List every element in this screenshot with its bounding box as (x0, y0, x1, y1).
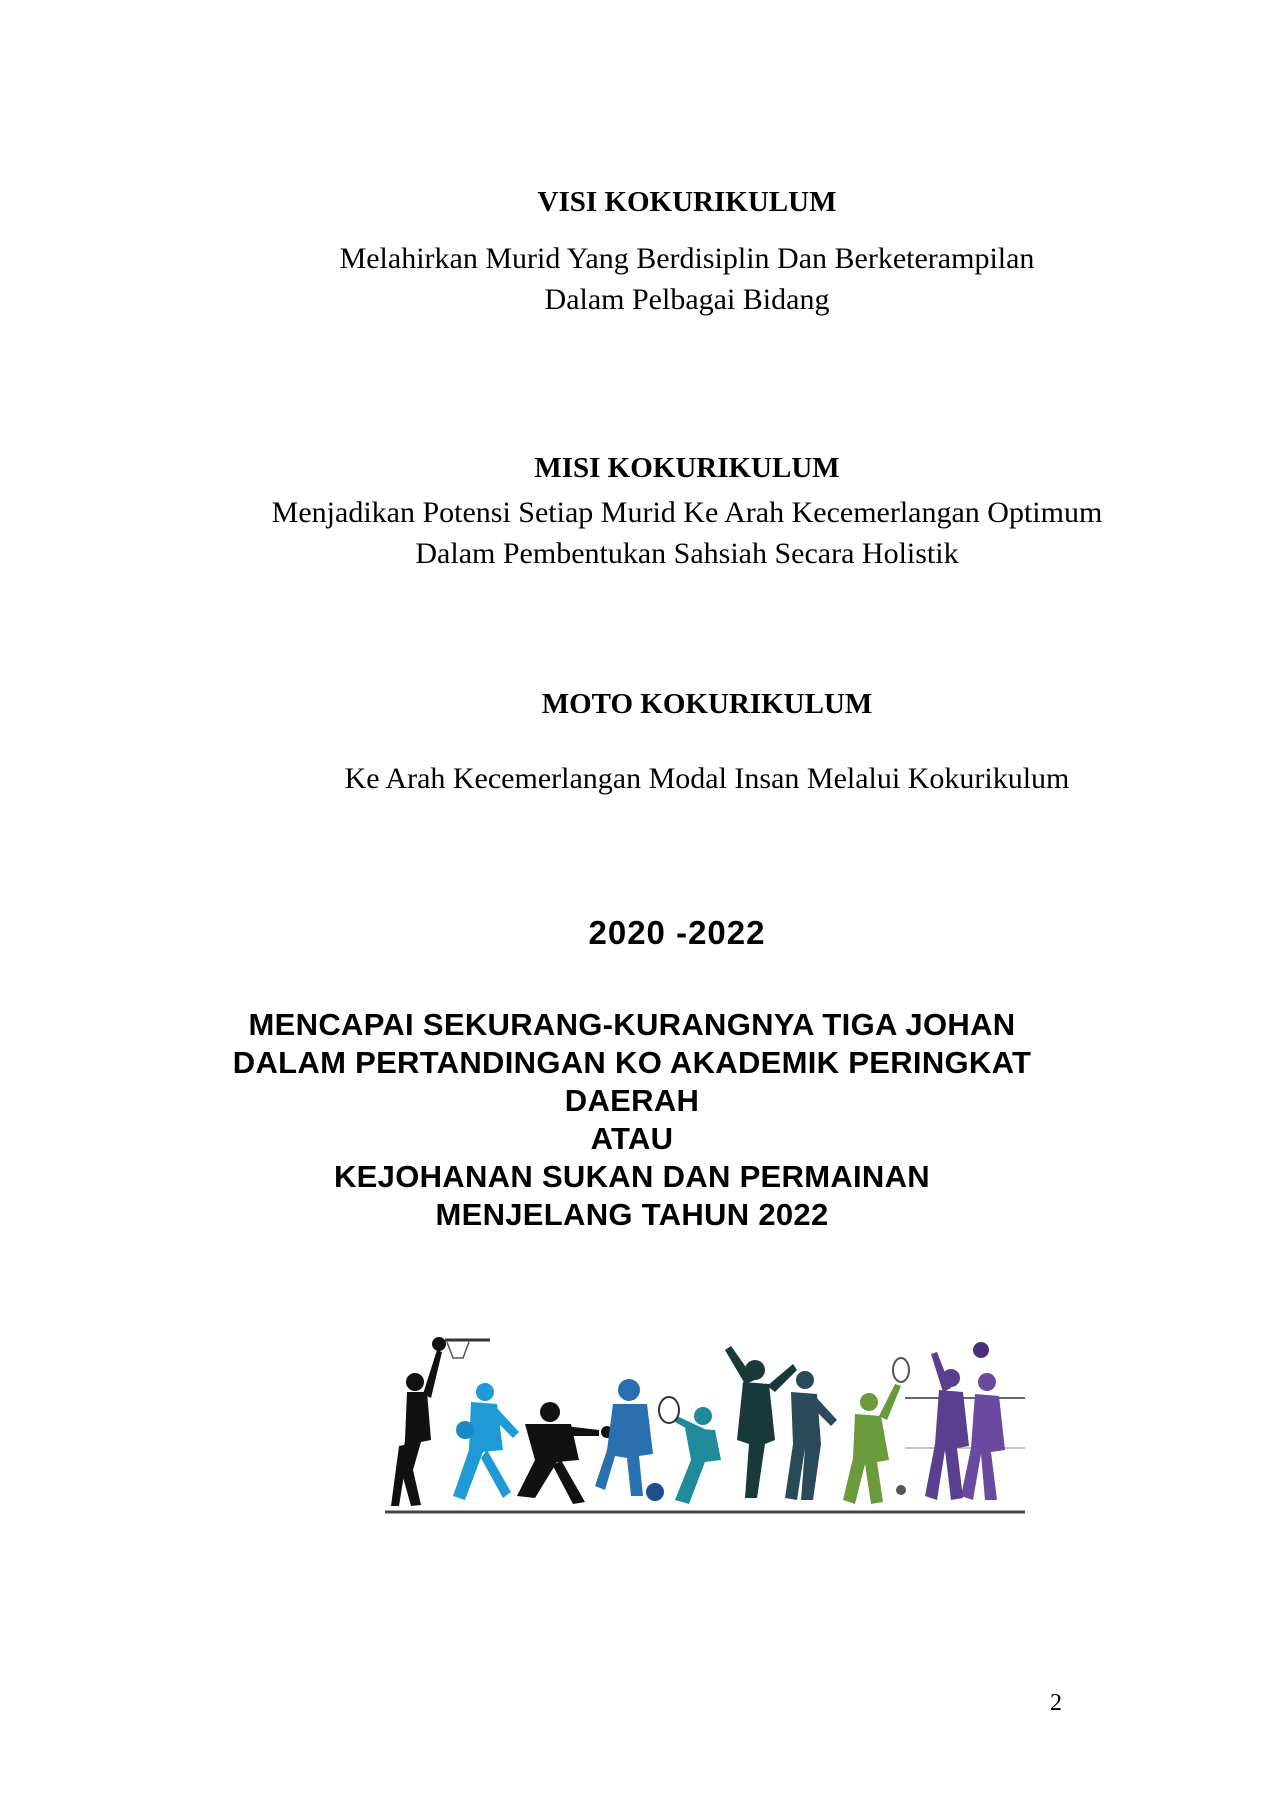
visi-title: VISI KOKURIKULUM (537, 186, 837, 218)
table-tennis-player-icon (517, 1402, 613, 1504)
page-number: 2 (1050, 1690, 1062, 1716)
misi-line-2: Dalam Pembentukan Sahsiah Secara Holistik (415, 537, 959, 570)
target-line-1: MENCAPAI SEKURANG-KURANGNYA TIGA JOHAN (248, 1007, 1016, 1042)
visi-statement (52, 238, 1270, 320)
basketball-player-icon (391, 1350, 442, 1506)
jumping-player-icon (725, 1346, 797, 1498)
misi-title: MISI KOKURIKULUM (534, 452, 840, 484)
misi-statement (52, 492, 1270, 574)
moto-statement: Ke Arah Kecemerlangan Modal Insan Melalui Kokurikulum (344, 762, 1070, 795)
moto-title: MOTO KOKURIKULUM (541, 688, 873, 720)
target-years: 2020 -2022 (588, 914, 766, 951)
target-line-3: DAERAH (564, 1083, 700, 1118)
target-line-4: ATAU (590, 1121, 674, 1156)
running-player-icon (785, 1371, 837, 1500)
visi-line-2: Dalam Pelbagai Bidang (544, 283, 830, 316)
target-line-6: MENJELANG TAHUN 2022 (435, 1197, 829, 1232)
volleyball-player-icon (925, 1342, 1005, 1500)
badminton-player-icon (843, 1358, 909, 1504)
dribbling-player-icon (453, 1383, 519, 1500)
target-statement (0, 1006, 1267, 1234)
target-line-2: DALAM PERTANDINGAN KO AKADEMIK PERINGKAT (232, 1045, 1032, 1080)
target-line-5: KEJOHANAN SUKAN DAN PERMAINAN (333, 1159, 930, 1194)
sports-silhouettes-icon (385, 1320, 1025, 1520)
tennis-player-icon (659, 1397, 721, 1504)
football-player-icon (595, 1379, 664, 1501)
visi-line-1: Melahirkan Murid Yang Berdisiplin Dan Berketerampilan (339, 242, 1035, 275)
misi-line-1: Menjadikan Potensi Setiap Murid Ke Arah Kecemerlangan Optimum (271, 496, 1103, 529)
